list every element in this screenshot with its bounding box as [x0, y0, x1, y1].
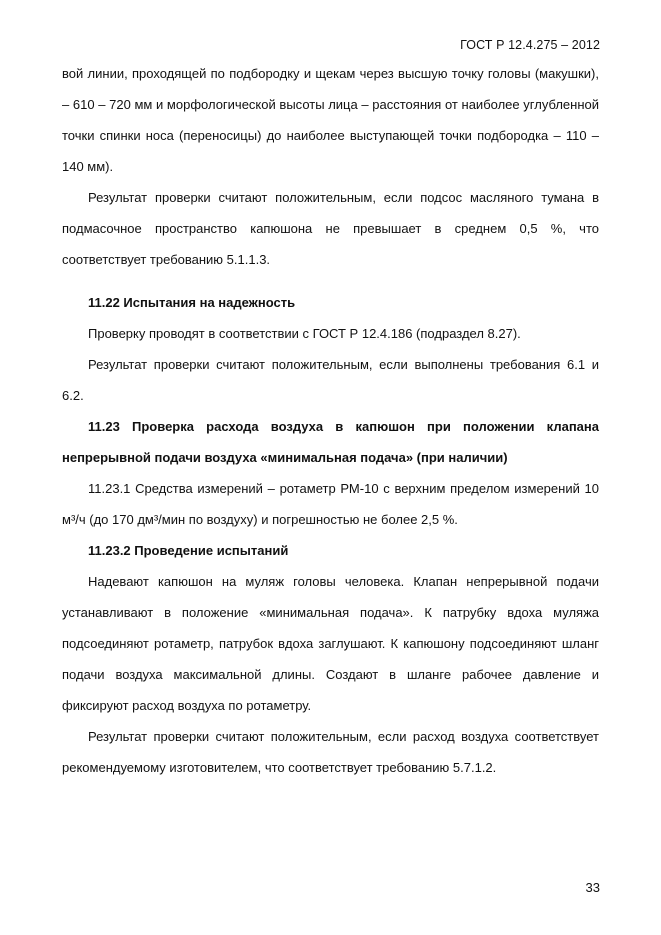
standard-code-header: ГОСТ Р 12.4.275 – 2012: [460, 38, 600, 52]
paragraph-result-oil-mist: Результат проверки считают положительным, если подсос масляного тумана в подмасочное пространство капюшона не превышает в среднем 0,5 %, что соответствует требованию 5.1.1.3.: [62, 190, 599, 267]
paragraph-reliability-check: Проверку проводят в соответствии с ГОСТ Р 12.4.186 (подраздел 8.27).: [88, 326, 521, 341]
page-number: 33: [585, 880, 600, 895]
section-heading-11-23: 11.23 Проверка расхода воздуха в капюшон при положении клапана непрерывной подачи воздуха «минимальная подача» (при наличии): [62, 419, 599, 465]
section-heading-11-23-2: 11.23.2 Проведение испытаний: [88, 543, 289, 558]
paragraph-result-air-flow: Результат проверки считают положительным, если расход воздуха соответствует рекомендуемому изготовителем, что соответствует требованию 5.7.1.2.: [62, 729, 599, 775]
section-heading-11-22: 11.22 Испытания на надежность: [88, 295, 296, 310]
paragraph-continuation: вой линии, проходящей по подбородку и щекам через высшую точку головы (макушки), – 610 – 720 мм и морфологической высоты лица – расстояния от наиболее углубленной точки спинки носа (переносицы) до наиболее выступающей точки подбородка – 110 – 140 мм).: [62, 66, 599, 174]
paragraph-measuring-instruments: 11.23.1 Средства измерений – ротаметр РМ-10 с верхним пределом измерений 10 м³/ч (до 170 дм³/мин по воздуху) и погрешностью не более 2,5 %.: [62, 481, 599, 527]
document-body: [62, 58, 599, 783]
paragraph-test-procedure: Надевают капюшон на муляж головы человека. Клапан непрерывной подачи устанавливают в положение «минимальная подача». К патрубку вдоха муляжа подсоединяют ротаметр, патрубок вдоха заглушают. К капюшону подсоединяют шланг подачи воздуха максимальной длины. Создают в шланге рабочее давление и фиксируют расход воздуха по ротаметру.: [62, 574, 599, 713]
paragraph-result-reliability: Результат проверки считают положительным, если выполнены требования 6.1 и 6.2.: [62, 357, 599, 403]
